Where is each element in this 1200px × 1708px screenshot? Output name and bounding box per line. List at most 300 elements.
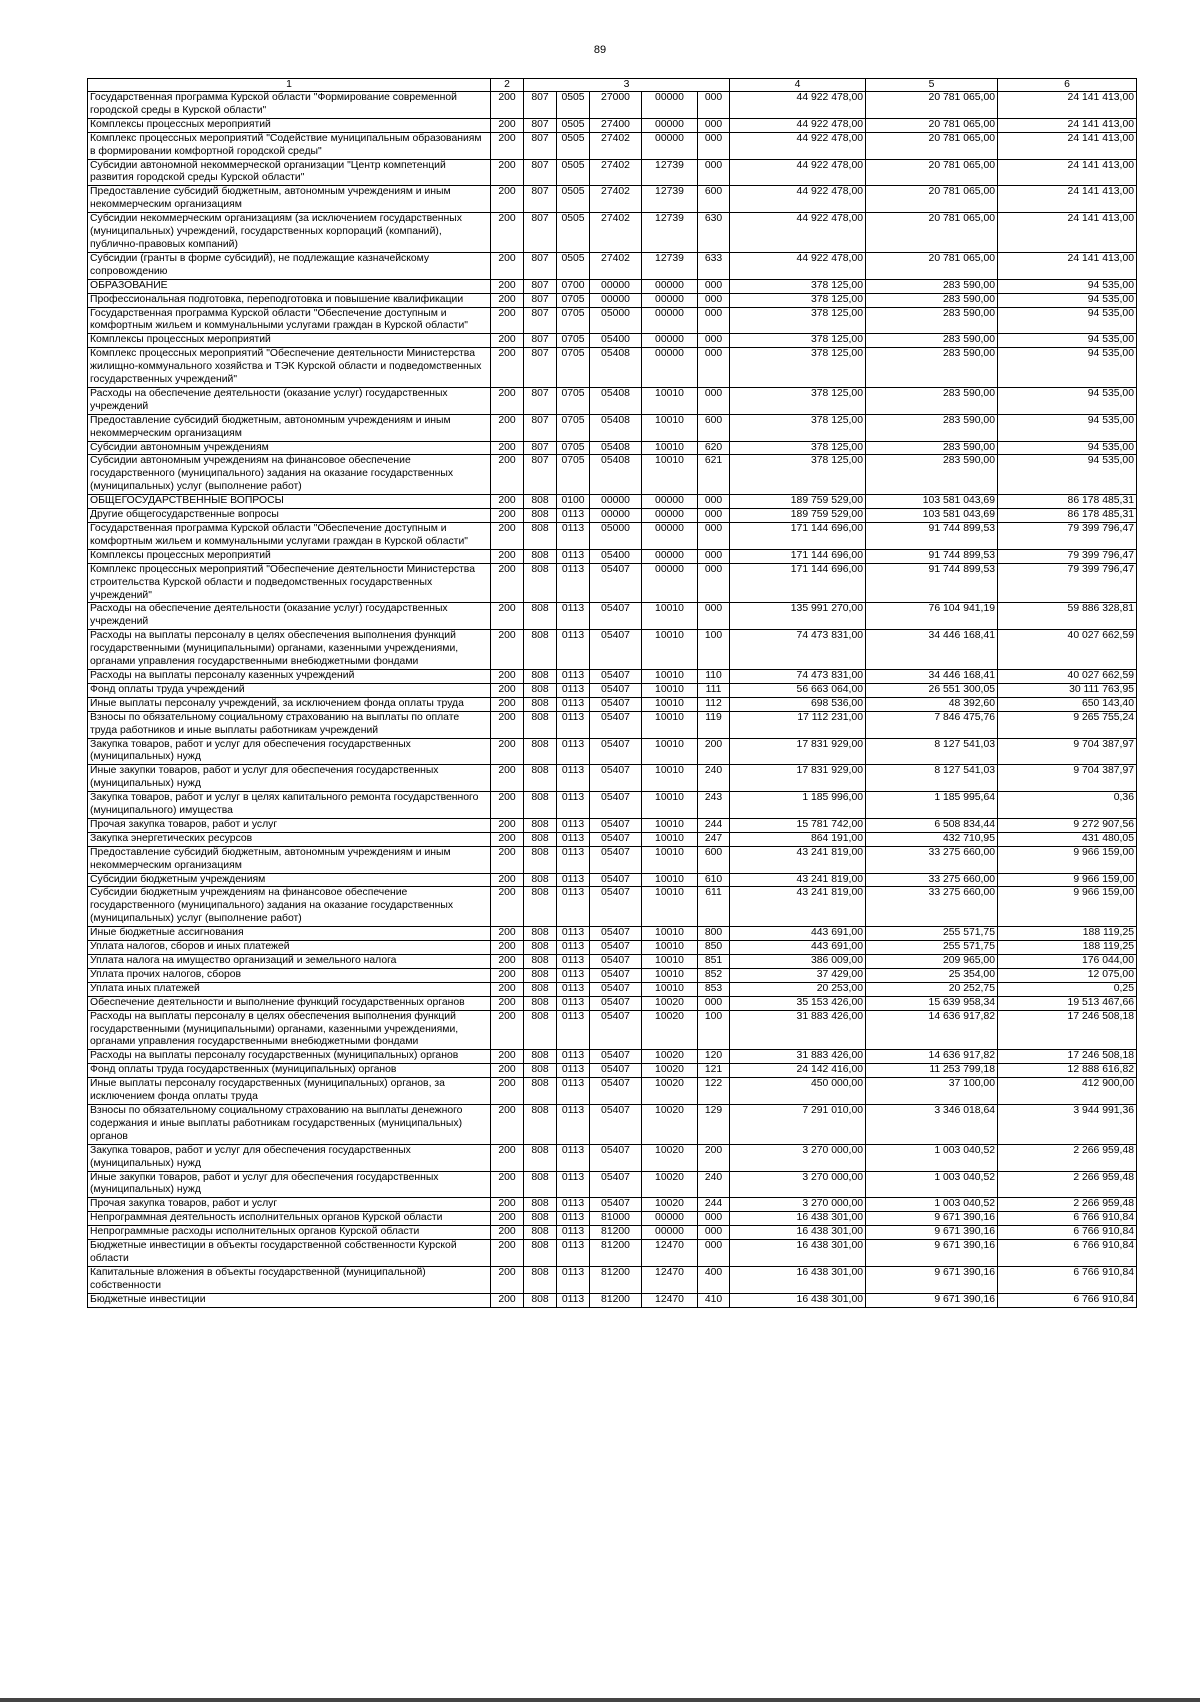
name-cell: Субсидии некоммерческим организациям (за исключением государственных (муниципальных) учреждений, государственных корпораций (компаний), публично-правовых компаний)	[88, 213, 491, 253]
approved-cell: 43 241 819,00	[730, 873, 866, 887]
executed-cell: 34 446 168,41	[866, 630, 998, 670]
approved-cell: 20 253,00	[730, 982, 866, 996]
approved-cell: 189 759 529,00	[730, 509, 866, 523]
executed-cell: 1 003 040,52	[866, 1198, 998, 1212]
expense-type-cell: 000	[698, 1226, 730, 1240]
table-row	[88, 279, 1137, 293]
section-code-cell: 0113	[557, 603, 590, 630]
direction-code-cell: 00000	[642, 334, 698, 348]
direction-code-cell: 12470	[642, 1266, 698, 1293]
approved-cell: 378 125,00	[730, 279, 866, 293]
executed-cell: 6 508 834,44	[866, 818, 998, 832]
executed-cell: 25 354,00	[866, 968, 998, 982]
name-cell: Закупка энергетических ресурсов	[88, 832, 491, 846]
expense-type-cell: 112	[698, 697, 730, 711]
name-cell: Иные закупки товаров, работ и услуг для обеспечения государственных (муниципальных) нужд	[88, 1171, 491, 1198]
table-row	[88, 941, 1137, 955]
expense-type-cell: 853	[698, 982, 730, 996]
name-cell: Иные выплаты персоналу государственных (муниципальных) органов, за исключением фонда оплаты труда	[88, 1078, 491, 1105]
executed-cell: 1 185 995,64	[866, 792, 998, 819]
remaining-cell: 431 480,05	[998, 832, 1137, 846]
dept-code-cell: 808	[524, 996, 557, 1010]
approved-cell: 16 438 301,00	[730, 1293, 866, 1307]
dept-code-cell: 808	[524, 927, 557, 941]
table-row	[88, 1171, 1137, 1198]
name-cell: Иные выплаты персоналу учреждений, за исключением фонда оплаты труда	[88, 697, 491, 711]
dept-code-cell: 808	[524, 1266, 557, 1293]
table-row	[88, 982, 1137, 996]
direction-code-cell: 10010	[642, 846, 698, 873]
direction-code-cell: 00000	[642, 293, 698, 307]
section-code-cell: 0505	[557, 92, 590, 119]
section-code-cell: 0113	[557, 549, 590, 563]
direction-code-cell: 00000	[642, 495, 698, 509]
approved-cell: 43 241 819,00	[730, 887, 866, 927]
program-code-cell: 05407	[590, 563, 642, 603]
section-code-cell: 0113	[557, 630, 590, 670]
direction-code-cell: 10020	[642, 1104, 698, 1144]
section-code-cell: 0505	[557, 159, 590, 186]
section-code-cell: 0705	[557, 414, 590, 441]
admin-code-cell: 200	[491, 293, 524, 307]
program-code-cell: 27402	[590, 252, 642, 279]
approved-cell: 56 663 064,00	[730, 683, 866, 697]
header-col-5: 5	[866, 79, 998, 92]
direction-code-cell: 10020	[642, 1064, 698, 1078]
executed-cell: 283 590,00	[866, 279, 998, 293]
table-row	[88, 711, 1137, 738]
approved-cell: 44 922 478,00	[730, 159, 866, 186]
executed-cell: 37 100,00	[866, 1078, 998, 1105]
dept-code-cell: 808	[524, 1226, 557, 1240]
dept-code-cell: 808	[524, 603, 557, 630]
expense-type-cell: 243	[698, 792, 730, 819]
remaining-cell: 9 966 159,00	[998, 846, 1137, 873]
admin-code-cell: 200	[491, 523, 524, 550]
expense-type-cell: 100	[698, 630, 730, 670]
dept-code-cell: 807	[524, 252, 557, 279]
direction-code-cell: 00000	[642, 279, 698, 293]
approved-cell: 386 009,00	[730, 955, 866, 969]
name-cell: Субсидии автономным учреждениям на финансовое обеспечение государственного (муниципального) задания на оказание государственных (муниципальных) услуг (выполнение работ)	[88, 455, 491, 495]
direction-code-cell: 10010	[642, 873, 698, 887]
admin-code-cell: 200	[491, 186, 524, 213]
name-cell: Непрограммная деятельность исполнительных органов Курской области	[88, 1212, 491, 1226]
dept-code-cell: 807	[524, 441, 557, 455]
name-cell: Обеспечение деятельности и выполнение функций государственных органов	[88, 996, 491, 1010]
admin-code-cell: 200	[491, 1266, 524, 1293]
name-cell: Предоставление субсидий бюджетным, автономным учреждениям и иным некоммерческим организациям	[88, 414, 491, 441]
admin-code-cell: 200	[491, 132, 524, 159]
approved-cell: 44 922 478,00	[730, 213, 866, 253]
admin-code-cell: 200	[491, 252, 524, 279]
name-cell: Прочая закупка товаров, работ и услуг	[88, 818, 491, 832]
section-code-cell: 0113	[557, 509, 590, 523]
dept-code-cell: 808	[524, 873, 557, 887]
dept-code-cell: 807	[524, 132, 557, 159]
direction-code-cell: 10010	[642, 818, 698, 832]
name-cell: Субсидии (гранты в форме субсидий), не подлежащие казначейскому сопровождению	[88, 252, 491, 279]
executed-cell: 9 671 390,16	[866, 1293, 998, 1307]
admin-code-cell: 200	[491, 118, 524, 132]
section-code-cell: 0113	[557, 982, 590, 996]
name-cell: Предоставление субсидий бюджетным, автономным учреждениям и иным некоммерческим организациям	[88, 846, 491, 873]
section-code-cell: 0113	[557, 968, 590, 982]
program-code-cell: 05407	[590, 1078, 642, 1105]
direction-code-cell: 00000	[642, 563, 698, 603]
admin-code-cell: 200	[491, 159, 524, 186]
expense-type-cell: 121	[698, 1064, 730, 1078]
remaining-cell: 94 535,00	[998, 279, 1137, 293]
dept-code-cell: 808	[524, 1240, 557, 1267]
table-row	[88, 1064, 1137, 1078]
program-code-cell: 05000	[590, 523, 642, 550]
direction-code-cell: 10010	[642, 630, 698, 670]
name-cell: Профессиональная подготовка, переподготовка и повышение квалификации	[88, 293, 491, 307]
program-code-cell: 05407	[590, 968, 642, 982]
executed-cell: 14 636 917,82	[866, 1010, 998, 1050]
expense-type-cell: 000	[698, 996, 730, 1010]
header-col-1: 1	[88, 79, 491, 92]
expense-type-cell: 122	[698, 1078, 730, 1105]
table-row	[88, 563, 1137, 603]
program-code-cell: 05407	[590, 1144, 642, 1171]
admin-code-cell: 200	[491, 348, 524, 388]
executed-cell: 103 581 043,69	[866, 495, 998, 509]
executed-cell: 103 581 043,69	[866, 509, 998, 523]
approved-cell: 7 291 010,00	[730, 1104, 866, 1144]
dept-code-cell: 808	[524, 846, 557, 873]
admin-code-cell: 200	[491, 1078, 524, 1105]
name-cell: Расходы на выплаты персоналу в целях обеспечения выполнения функций государственными (муниципальными) органами, казенными учреждениями, органами управления государственными внебюджетными фондами	[88, 630, 491, 670]
section-code-cell: 0113	[557, 1226, 590, 1240]
name-cell: Расходы на выплаты персоналу в целях обеспечения выполнения функций государственными (муниципальными) органами, казенными учреждениями, органами управления государственными внебюджетными фондами	[88, 1010, 491, 1050]
dept-code-cell: 808	[524, 1144, 557, 1171]
program-code-cell: 05408	[590, 387, 642, 414]
admin-code-cell: 200	[491, 1198, 524, 1212]
direction-code-cell: 10010	[642, 765, 698, 792]
direction-code-cell: 12470	[642, 1240, 698, 1267]
admin-code-cell: 200	[491, 697, 524, 711]
expense-type-cell: 621	[698, 455, 730, 495]
name-cell: Фонд оплаты труда учреждений	[88, 683, 491, 697]
remaining-cell: 24 141 413,00	[998, 159, 1137, 186]
approved-cell: 31 883 426,00	[730, 1050, 866, 1064]
remaining-cell: 2 266 959,48	[998, 1171, 1137, 1198]
expense-type-cell: 120	[698, 1050, 730, 1064]
admin-code-cell: 200	[491, 1064, 524, 1078]
expense-type-cell: 200	[698, 1144, 730, 1171]
dept-code-cell: 807	[524, 92, 557, 119]
executed-cell: 48 392,60	[866, 697, 998, 711]
name-cell: Расходы на выплаты персоналу государственных (муниципальных) органов	[88, 1050, 491, 1064]
direction-code-cell: 10020	[642, 1050, 698, 1064]
table-row	[88, 955, 1137, 969]
admin-code-cell: 200	[491, 509, 524, 523]
direction-code-cell: 12739	[642, 213, 698, 253]
program-code-cell: 00000	[590, 495, 642, 509]
admin-code-cell: 200	[491, 279, 524, 293]
section-code-cell: 0113	[557, 683, 590, 697]
table-row	[88, 818, 1137, 832]
admin-code-cell: 200	[491, 832, 524, 846]
admin-code-cell: 200	[491, 941, 524, 955]
expense-type-cell: 240	[698, 1171, 730, 1198]
name-cell: Расходы на обеспечение деятельности (оказание услуг) государственных учреждений	[88, 603, 491, 630]
executed-cell: 20 781 065,00	[866, 132, 998, 159]
direction-code-cell: 10020	[642, 1078, 698, 1105]
remaining-cell: 86 178 485,31	[998, 509, 1137, 523]
admin-code-cell: 200	[491, 1144, 524, 1171]
expense-type-cell: 000	[698, 523, 730, 550]
section-code-cell: 0505	[557, 132, 590, 159]
executed-cell: 20 781 065,00	[866, 159, 998, 186]
dept-code-cell: 808	[524, 711, 557, 738]
program-code-cell: 05400	[590, 334, 642, 348]
dept-code-cell: 807	[524, 118, 557, 132]
executed-cell: 91 744 899,53	[866, 563, 998, 603]
table-row	[88, 495, 1137, 509]
header-col-3: 3	[524, 79, 730, 92]
admin-code-cell: 200	[491, 630, 524, 670]
name-cell: Субсидии бюджетным учреждениям на финансовое обеспечение государственного (муниципального) задания на оказание государственных (муниципальных) услуг (выполнение работ)	[88, 887, 491, 927]
dept-code-cell: 808	[524, 968, 557, 982]
name-cell: Расходы на выплаты персоналу казенных учреждений	[88, 669, 491, 683]
expense-type-cell: 400	[698, 1266, 730, 1293]
approved-cell: 16 438 301,00	[730, 1226, 866, 1240]
expense-type-cell: 611	[698, 887, 730, 927]
expense-type-cell: 000	[698, 307, 730, 334]
section-code-cell: 0505	[557, 213, 590, 253]
table-row	[88, 968, 1137, 982]
executed-cell: 91 744 899,53	[866, 549, 998, 563]
approved-cell: 189 759 529,00	[730, 495, 866, 509]
direction-code-cell: 10010	[642, 669, 698, 683]
section-code-cell: 0113	[557, 765, 590, 792]
approved-cell: 44 922 478,00	[730, 132, 866, 159]
executed-cell: 20 781 065,00	[866, 92, 998, 119]
approved-cell: 443 691,00	[730, 941, 866, 955]
header-col-2: 2	[491, 79, 524, 92]
executed-cell: 20 781 065,00	[866, 118, 998, 132]
program-code-cell: 00000	[590, 279, 642, 293]
program-code-cell: 05407	[590, 792, 642, 819]
program-code-cell: 05407	[590, 982, 642, 996]
page-number: 89	[593, 44, 607, 56]
program-code-cell: 05408	[590, 348, 642, 388]
dept-code-cell: 808	[524, 697, 557, 711]
section-code-cell: 0113	[557, 955, 590, 969]
direction-code-cell: 10010	[642, 711, 698, 738]
table-row	[88, 293, 1137, 307]
direction-code-cell: 00000	[642, 1226, 698, 1240]
executed-cell: 255 571,75	[866, 927, 998, 941]
section-code-cell: 0113	[557, 1171, 590, 1198]
direction-code-cell: 10020	[642, 1144, 698, 1171]
expense-type-cell: 000	[698, 92, 730, 119]
admin-code-cell: 200	[491, 1171, 524, 1198]
dept-code-cell: 808	[524, 1212, 557, 1226]
expense-type-cell: 110	[698, 669, 730, 683]
dept-code-cell: 808	[524, 523, 557, 550]
name-cell: Взносы по обязательному социальному страхованию на выплаты денежного содержания и иные выплаты работникам государственных (муниципальных) органов	[88, 1104, 491, 1144]
section-code-cell: 0705	[557, 348, 590, 388]
name-cell: Фонд оплаты труда государственных (муниципальных) органов	[88, 1064, 491, 1078]
approved-cell: 35 153 426,00	[730, 996, 866, 1010]
approved-cell: 74 473 831,00	[730, 669, 866, 683]
admin-code-cell: 200	[491, 1293, 524, 1307]
approved-cell: 16 438 301,00	[730, 1212, 866, 1226]
executed-cell: 9 671 390,16	[866, 1212, 998, 1226]
table-row	[88, 348, 1137, 388]
section-code-cell: 0705	[557, 334, 590, 348]
executed-cell: 15 639 958,34	[866, 996, 998, 1010]
dept-code-cell: 808	[524, 563, 557, 603]
section-code-cell: 0113	[557, 1212, 590, 1226]
expense-type-cell: 129	[698, 1104, 730, 1144]
expense-type-cell: 000	[698, 159, 730, 186]
executed-cell: 11 253 799,18	[866, 1064, 998, 1078]
header-col-4: 4	[730, 79, 866, 92]
program-code-cell: 05408	[590, 414, 642, 441]
name-cell: Субсидии автономным учреждениям	[88, 441, 491, 455]
section-code-cell: 0113	[557, 1144, 590, 1171]
remaining-cell: 2 266 959,48	[998, 1198, 1137, 1212]
admin-code-cell: 200	[491, 1226, 524, 1240]
section-code-cell: 0113	[557, 1064, 590, 1078]
expense-type-cell: 600	[698, 414, 730, 441]
remaining-cell: 6 766 910,84	[998, 1293, 1137, 1307]
dept-code-cell: 807	[524, 279, 557, 293]
name-cell: ОБРАЗОВАНИЕ	[88, 279, 491, 293]
admin-code-cell: 200	[491, 549, 524, 563]
remaining-cell: 59 886 328,81	[998, 603, 1137, 630]
expense-type-cell: 410	[698, 1293, 730, 1307]
approved-cell: 17 831 929,00	[730, 738, 866, 765]
section-code-cell: 0100	[557, 495, 590, 509]
approved-cell: 378 125,00	[730, 441, 866, 455]
table-row	[88, 1144, 1137, 1171]
admin-code-cell: 200	[491, 1050, 524, 1064]
approved-cell: 3 270 000,00	[730, 1144, 866, 1171]
remaining-cell: 24 141 413,00	[998, 213, 1137, 253]
dept-code-cell: 808	[524, 941, 557, 955]
section-code-cell: 0113	[557, 1266, 590, 1293]
admin-code-cell: 200	[491, 818, 524, 832]
table-row	[88, 92, 1137, 119]
name-cell: Уплата иных платежей	[88, 982, 491, 996]
expense-type-cell: 850	[698, 941, 730, 955]
approved-cell: 443 691,00	[730, 927, 866, 941]
program-code-cell: 05407	[590, 1171, 642, 1198]
approved-cell: 450 000,00	[730, 1078, 866, 1105]
table-row	[88, 697, 1137, 711]
remaining-cell: 188 119,25	[998, 941, 1137, 955]
section-code-cell: 0113	[557, 792, 590, 819]
admin-code-cell: 200	[491, 1212, 524, 1226]
expense-type-cell: 000	[698, 387, 730, 414]
dept-code-cell: 807	[524, 334, 557, 348]
name-cell: Закупка товаров, работ и услуг для обеспечения государственных (муниципальных) нужд	[88, 1144, 491, 1171]
dept-code-cell: 808	[524, 887, 557, 927]
direction-code-cell: 10010	[642, 455, 698, 495]
remaining-cell: 9 704 387,97	[998, 765, 1137, 792]
executed-cell: 9 671 390,16	[866, 1266, 998, 1293]
executed-cell: 283 590,00	[866, 441, 998, 455]
dept-code-cell: 808	[524, 495, 557, 509]
expense-type-cell: 111	[698, 683, 730, 697]
table-row	[88, 186, 1137, 213]
direction-code-cell: 10010	[642, 887, 698, 927]
remaining-cell: 19 513 467,66	[998, 996, 1137, 1010]
approved-cell: 3 270 000,00	[730, 1171, 866, 1198]
name-cell: Государственная программа Курской области "Обеспечение доступным и комфортным жильем и коммунальными услугами граждан в Курской области"	[88, 523, 491, 550]
direction-code-cell: 12739	[642, 159, 698, 186]
direction-code-cell: 10010	[642, 927, 698, 941]
admin-code-cell: 200	[491, 414, 524, 441]
table-row	[88, 549, 1137, 563]
approved-cell: 378 125,00	[730, 414, 866, 441]
name-cell: Взносы по обязательному социальному страхованию на выплаты по оплате труда работников и иные выплаты работникам учреждений	[88, 711, 491, 738]
approved-cell: 171 144 696,00	[730, 523, 866, 550]
table-row	[88, 441, 1137, 455]
table-row	[88, 1226, 1137, 1240]
expense-type-cell: 000	[698, 334, 730, 348]
table-row	[88, 873, 1137, 887]
remaining-cell: 17 246 508,18	[998, 1050, 1137, 1064]
remaining-cell: 0,36	[998, 792, 1137, 819]
dept-code-cell: 807	[524, 307, 557, 334]
expense-type-cell: 610	[698, 873, 730, 887]
program-code-cell: 05000	[590, 307, 642, 334]
program-code-cell: 05407	[590, 711, 642, 738]
admin-code-cell: 200	[491, 387, 524, 414]
expense-type-cell: 240	[698, 765, 730, 792]
table-row	[88, 455, 1137, 495]
name-cell: Уплата прочих налогов, сборов	[88, 968, 491, 982]
direction-code-cell: 12739	[642, 252, 698, 279]
name-cell: Комплексы процессных мероприятий	[88, 118, 491, 132]
header-col-6: 6	[998, 79, 1137, 92]
program-code-cell: 05407	[590, 1104, 642, 1144]
name-cell: Бюджетные инвестиции в объекты государственной собственности Курской области	[88, 1240, 491, 1267]
approved-cell: 31 883 426,00	[730, 1010, 866, 1050]
admin-code-cell: 200	[491, 846, 524, 873]
expense-type-cell: 247	[698, 832, 730, 846]
admin-code-cell: 200	[491, 887, 524, 927]
admin-code-cell: 200	[491, 738, 524, 765]
name-cell: Иные закупки товаров, работ и услуг для обеспечения государственных (муниципальных) нужд	[88, 765, 491, 792]
remaining-cell: 94 535,00	[998, 441, 1137, 455]
table-row	[88, 669, 1137, 683]
name-cell: Закупка товаров, работ и услуг для обеспечения государственных (муниципальных) нужд	[88, 738, 491, 765]
expense-type-cell: 000	[698, 509, 730, 523]
remaining-cell: 6 766 910,84	[998, 1212, 1137, 1226]
executed-cell: 34 446 168,41	[866, 669, 998, 683]
program-code-cell: 05407	[590, 630, 642, 670]
direction-code-cell: 00000	[642, 118, 698, 132]
dept-code-cell: 807	[524, 159, 557, 186]
table-row	[88, 387, 1137, 414]
admin-code-cell: 200	[491, 711, 524, 738]
program-code-cell: 05407	[590, 955, 642, 969]
table-row	[88, 1198, 1137, 1212]
dept-code-cell: 807	[524, 348, 557, 388]
program-code-cell: 00000	[590, 293, 642, 307]
remaining-cell: 412 900,00	[998, 1078, 1137, 1105]
section-code-cell: 0113	[557, 1104, 590, 1144]
program-code-cell: 05407	[590, 765, 642, 792]
